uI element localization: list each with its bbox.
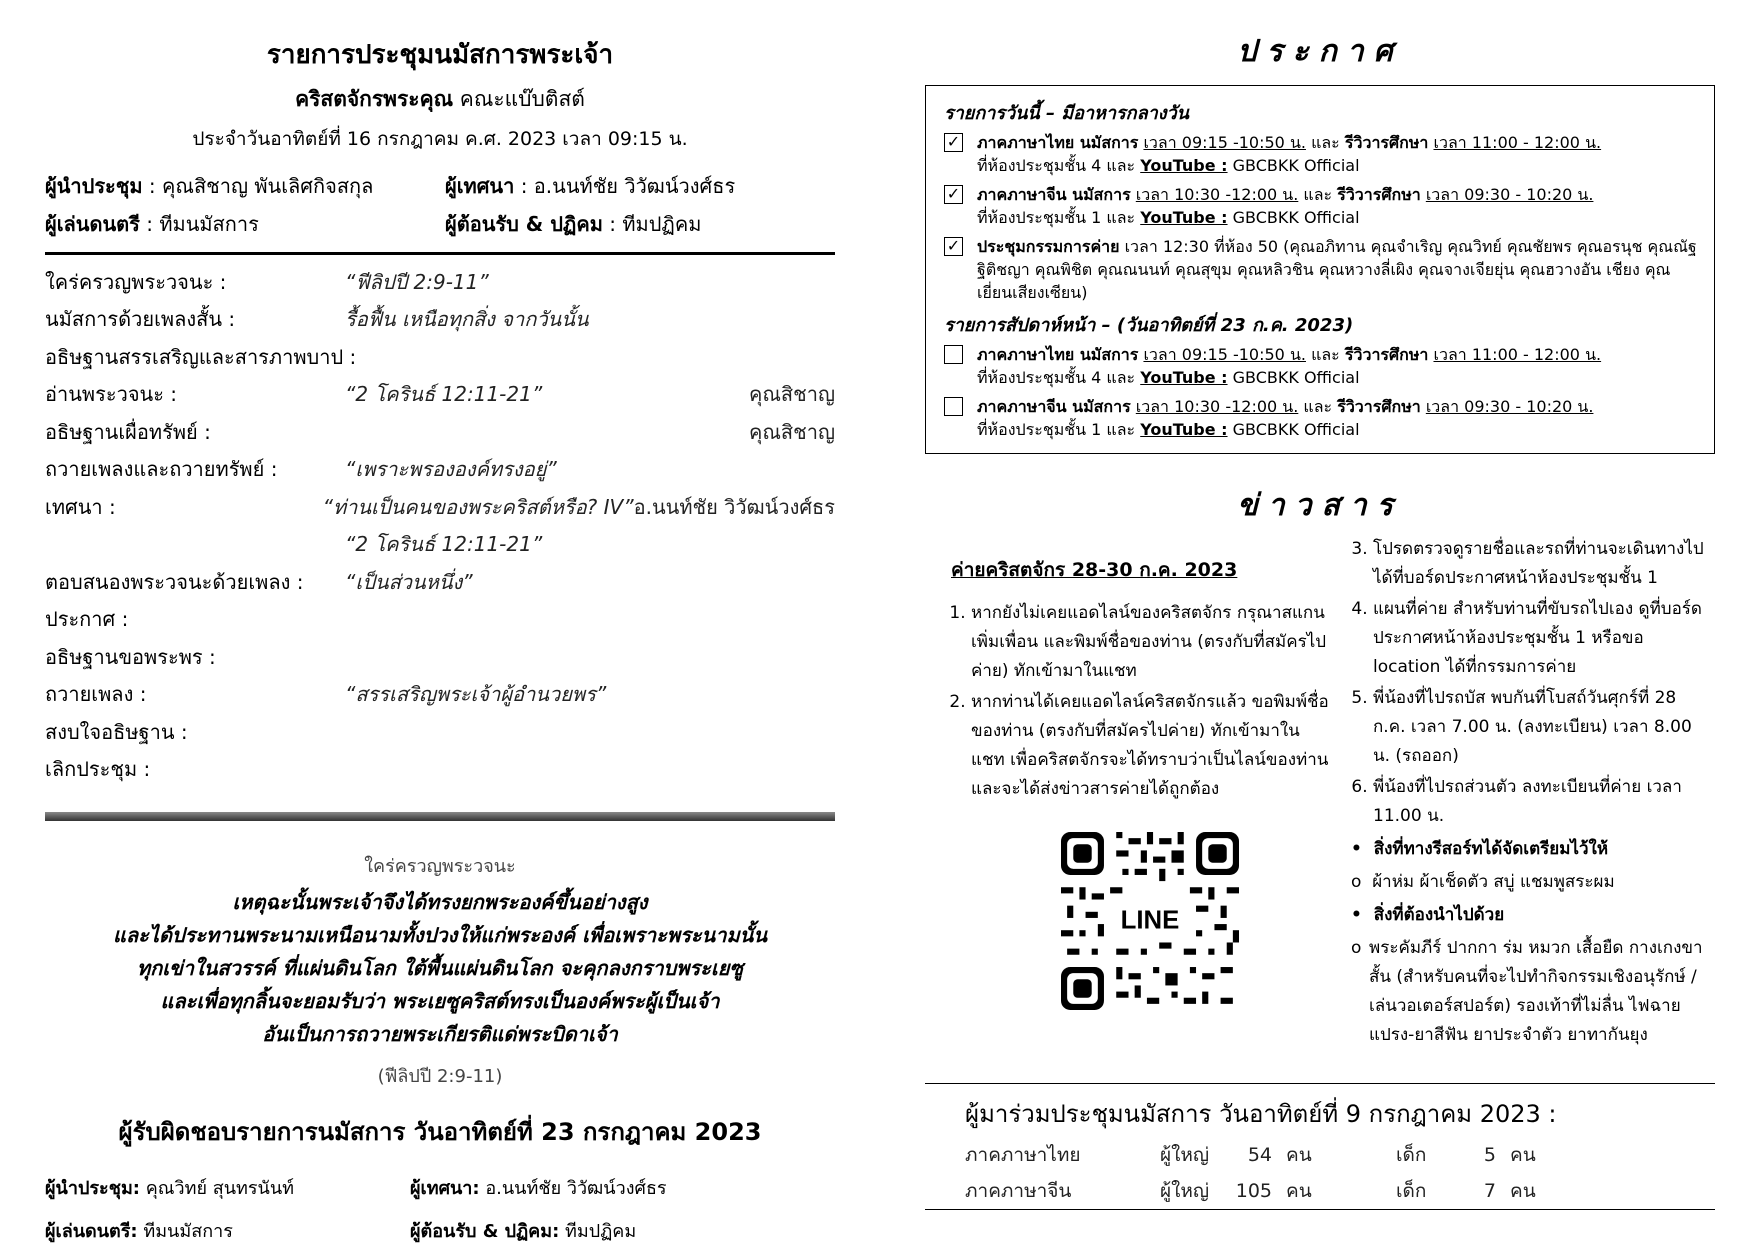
- role-value: อ.นนท์ชัย วิวัฒน์วงศ์ธร: [485, 1178, 667, 1199]
- next-week-title: ผู้รับผิดชอบรายการนมัสการ วันอาทิตย์ที่ 23 กรกฎาคม 2023: [118, 1118, 762, 1146]
- order-label: อ่านพระวจนะ :: [45, 382, 178, 407]
- class-time: เวลา 11:00 - 12:00 น.: [1433, 133, 1602, 152]
- role-label: ผู้เทศนา: [445, 174, 515, 198]
- list-item: 5. พี่น้องที่ไปรถบัส พบกันที่โบสถ์วันศุกร์ที่ 28 ก.ค. เวลา 7.00 น. (ลงทะเบียน) เวลา 8.00 น. (รถออก): [1373, 684, 1711, 771]
- role-value: : คุณสิชาญ พันเลิศกิจสกุล: [148, 174, 374, 198]
- order-row: [45, 301, 835, 339]
- role-value: ทีมปฏิคม: [565, 1221, 637, 1242]
- attendance-row: [925, 1173, 1715, 1209]
- youtube-link[interactable]: YouTube :: [1140, 420, 1228, 439]
- announcement-item: [944, 131, 1700, 177]
- order-detail: “สรรเสริญพระเจ้าผู้อำนวยพร”: [345, 682, 607, 707]
- verse-heading: ใคร่ครวญพระวจนะ: [364, 856, 516, 877]
- role-label: ผู้นำประชุม: [45, 174, 143, 198]
- order-row: [45, 676, 835, 714]
- bring-title-text: สิ่งที่ต้องนำไปด้วย: [1373, 905, 1505, 925]
- empty-checkbox-icon: [944, 397, 963, 416]
- service-time: เวลา 09:15 -10:50 น.: [1143, 345, 1306, 364]
- role-label: ผู้เทศนา:: [410, 1178, 480, 1199]
- order-row: [45, 751, 835, 789]
- verse-line: อันเป็นการถวายพระเกียรติแด่พระบิดาเจ้า: [262, 1022, 618, 1046]
- youtube-link[interactable]: YouTube :: [1140, 368, 1228, 387]
- unit: คน: [1286, 1144, 1312, 1166]
- right-page: [925, 28, 1715, 1050]
- conjunction: และ: [1303, 397, 1333, 416]
- verse-line: ทุกเข่าในสวรรค์ ที่แผ่นดินโลก ใต้พื้นแผ่นดินโลก จะคุกลงกราบพระเยซู: [136, 956, 744, 980]
- order-label: ถวายเพลง :: [45, 682, 147, 707]
- bring-items: o พระคัมภีร์ ปากกา ร่ม หมวก เสื้อยืด กางเกงขาสั้น (สำหรับคนที่จะไปทำกิจกรรมเชิงอนุรักษ์ / เล่นวอเตอร์สปอร์ต) รองเท้าที่ไม่ลื่น ไฟฉาย แปรง-ยาสีฟัน ยาประจำตัว ยาทากันยุง: [1351, 934, 1711, 1050]
- group-name: ภาคภาษาไทย: [965, 1144, 1081, 1166]
- order-person: คุณสิชาญ: [749, 419, 835, 444]
- role-label: ผู้นำประชุม:: [45, 1178, 141, 1199]
- role-label: ผู้ต้อนรับ & ปฏิคม: [445, 212, 603, 236]
- list-item: 2. หากท่านได้เคยแอดไลน์คริสตจักรแล้ว ขอพิมพ์ชื่อของท่าน (ตรงกับที่สมัครไปค่าย) ทักเข้ามาในแชท เพื่อคริสตจักรจะได้ทราบว่าเป็นไลน์ของท่าน และจะได้ส่งข่าวสารค่ายได้ถูกต้อง: [971, 688, 1331, 804]
- bring-text: พระคัมภีร์ ปากกา ร่ม หมวก เสื้อยืด กางเกงขาสั้น (สำหรับคนที่จะไปทำกิจกรรมเชิงอนุรักษ์ / เล่นวอเตอร์สปอร์ต) รองเท้าที่ไม่ลื่น ไฟฉาย แปรง-ยาสีฟัน ยาประจำตัว ยาทากันยุง: [1369, 938, 1703, 1045]
- prepared-text: ผ้าห่ม ผ้าเช็ดตัว สบู่ แชมพูสระผม: [1372, 872, 1615, 892]
- attendance-title: ผู้มาร่วมประชุมนมัสการ วันอาทิตย์ที่ 9 กรกฎาคม 2023 :: [965, 1100, 1557, 1128]
- left-page: [45, 28, 835, 1245]
- attendance-section: [925, 1083, 1715, 1210]
- empty-checkbox-icon: [944, 345, 963, 364]
- order-label: ใคร่ครวญพระวจนะ :: [45, 269, 227, 294]
- youtube-link[interactable]: YouTube :: [1140, 156, 1228, 175]
- camp-title: ค่ายคริสตจักร 28-30 ก.ค. 2023: [951, 559, 1238, 581]
- verse-block: [45, 851, 835, 1090]
- attendance-row: [925, 1137, 1715, 1173]
- adult-count: 105: [1235, 1180, 1272, 1202]
- announcement-item: [944, 183, 1700, 229]
- order-label: เลิกประชุม :: [45, 757, 151, 782]
- conjunction: และ: [1311, 345, 1340, 364]
- order-row: [45, 376, 835, 414]
- adult-label: ผู้ใหญ่: [1160, 1144, 1210, 1166]
- unit: คน: [1286, 1180, 1312, 1202]
- location: ที่ห้องประชุมชั้น 4 และ: [977, 368, 1136, 387]
- church-name-bold: คริสตจักรพระคุณ: [295, 87, 454, 111]
- child-label: เด็ก: [1396, 1180, 1427, 1202]
- unit: คน: [1510, 1180, 1536, 1202]
- conjunction: และ: [1311, 133, 1340, 152]
- service-name: ภาคภาษาจีน นมัสการ: [977, 397, 1131, 416]
- role-value: คุณวิทย์ สุนทรนันท์: [145, 1178, 295, 1199]
- order-row: [45, 638, 835, 676]
- youtube-link[interactable]: YouTube :: [1140, 208, 1228, 227]
- role-label: ผู้ต้อนรับ & ปฏิคม:: [410, 1221, 560, 1242]
- role-leader: [45, 170, 445, 202]
- divider: [925, 1209, 1715, 1210]
- order-row: [45, 451, 835, 489]
- order-label: อธิษฐานเผื่อทรัพย์ :: [45, 419, 211, 444]
- order-label: สงบใจอธิษฐาน :: [45, 719, 188, 744]
- bring-title: • สิ่งที่ต้องนำไปด้วย: [1351, 905, 1505, 925]
- committee-title: ประชุมกรรมการค่าย: [977, 237, 1120, 256]
- order-row: [45, 263, 835, 301]
- order-detail: “ท่านเป็นคนของพระคริสต์หรือ? IV”: [322, 494, 634, 519]
- role-label: ผู้เล่นดนตรี: [45, 212, 140, 236]
- service-name: ภาคภาษาไทย นมัสการ: [977, 133, 1139, 152]
- verse-line: เหตุฉะนั้นพระเจ้าจึงได้ทรงยกพระองค์ขึ้นอย่างสูง: [232, 890, 648, 914]
- announcement-item: [944, 235, 1700, 304]
- next-week-roles: [45, 1173, 835, 1245]
- service-date: ประจำวันอาทิตย์ที่ 16 กรกฎาคม ค.ศ. 2023 เวลา 09:15 น.: [192, 128, 688, 150]
- child-count: 7: [1483, 1180, 1496, 1202]
- news-right: [1331, 535, 1711, 1050]
- location: ที่ห้องประชุมชั้น 4 และ: [977, 156, 1136, 175]
- class-time: เวลา 11:00 - 12:00 น.: [1433, 345, 1602, 364]
- today-section-title: รายการวันนี้ – มีอาหารกลางวัน: [944, 103, 1189, 124]
- announcement-item: [944, 395, 1700, 441]
- class-name: รีวิวารศึกษา: [1337, 185, 1421, 204]
- order-row: [45, 413, 835, 451]
- list-item: 1. หากยังไม่เคยแอดไลน์ของคริสตจักร กรุณาสแกนเพิ่มเพื่อน และพิมพ์ชื่อของท่าน (ตรงกับที่สมัครไปค่าย) ทักเข้ามาในแชท: [971, 599, 1331, 686]
- service-time: เวลา 09:15 -10:50 น.: [1143, 133, 1306, 152]
- order-label: เทศนา :: [45, 494, 116, 519]
- role-label: ผู้เล่นดนตรี:: [45, 1221, 138, 1242]
- conjunction: และ: [1303, 185, 1333, 204]
- list-item: 3. โปรดตรวจดูรายชื่อและรถที่ท่านจะเดินทางไปได้ที่บอร์ดประกาศหน้าห้องประชุมชั้น 1: [1373, 535, 1711, 593]
- order-row: [45, 526, 835, 564]
- checked-checkbox-icon: ✓: [944, 237, 963, 256]
- class-time: เวลา 09:30 - 10:20 น.: [1425, 397, 1594, 416]
- next-preacher: [410, 1173, 835, 1202]
- channel-name: GBCBKK Official: [1232, 420, 1360, 439]
- role-value: : ทีมปฏิคม: [609, 212, 702, 236]
- prepared-title: • สิ่งที่ทางรีสอร์ทได้จัดเตรียมไว้ให้: [1351, 839, 1609, 859]
- order-row: [45, 338, 835, 376]
- church-denomination: คณะแบ๊บติสต์: [459, 87, 585, 111]
- service-name: ภาคภาษาจีน นมัสการ: [977, 185, 1131, 204]
- order-row: [45, 563, 835, 601]
- news-heading: ข่าวสาร: [1237, 488, 1403, 523]
- order-label: อธิษฐานสรรเสริญและสารภาพบาป :: [45, 344, 357, 369]
- role-value: ทีมนมัสการ: [143, 1221, 233, 1242]
- class-name: รีวิวารศึกษา: [1344, 133, 1429, 152]
- committee-details: เวลา 12:30 ที่ห้อง 50 (คุณอภิทาน คุณจำเริญ คุณวิทย์ คุณชัยพร คุณอรนุช คุณณัฐฐิติชญา คุณพิชิต คุณณนนท์ คุณสุขุม คุณหลิวชิน คุณหวางลี่เผิง คุณจางเจียยุ่น คุณฮวางอัน เชียง คุณเยี่ยนเสียงเซียน): [977, 237, 1697, 302]
- thick-divider: [45, 812, 835, 821]
- verse-line: และเพื่อทุกลิ้นจะยอมรับว่า พระเยซูคริสต์ทรงเป็นองค์พระผู้เป็นเจ้า: [160, 989, 720, 1013]
- role-usher: [445, 208, 835, 240]
- order-label: ถวายเพลงและถวายทรัพย์ :: [45, 457, 278, 482]
- order-detail: “ฟีลิปปี 2:9-11”: [345, 269, 489, 294]
- checked-checkbox-icon: ✓: [944, 133, 963, 152]
- list-item: 4. แผนที่ค่าย สำหรับท่านที่ขับรถไปเอง ดูที่บอร์ดประกาศหน้าห้องประชุมชั้น 1 หรือขอ location ได้ที่กรรมการค่าย: [1373, 595, 1711, 682]
- order-detail: “2 โครินธ์ 12:11-21”: [345, 382, 543, 407]
- role-preacher: [445, 170, 835, 202]
- church-name: [45, 83, 835, 116]
- group-name: ภาคภาษาจีน: [965, 1180, 1072, 1202]
- news-columns: [925, 535, 1715, 1050]
- announcements-heading: ประกาศ: [1237, 34, 1403, 69]
- service-time: เวลา 10:30 -12:00 น.: [1135, 397, 1299, 416]
- class-name: รีวิวารศึกษา: [1337, 397, 1421, 416]
- order-detail: “2 โครินธ์ 12:11-21”: [345, 532, 543, 557]
- divider: [925, 1083, 1715, 1084]
- adult-count: 54: [1247, 1144, 1272, 1166]
- order-person: อ.นนท์ชัย วิวัฒน์วงศ์ธร: [633, 494, 835, 519]
- next-section-title: รายการสัปดาห์หน้า – (วันอาทิตย์ที่ 23 ก.ค. 2023): [944, 315, 1354, 336]
- child-count: 5: [1483, 1144, 1496, 1166]
- announcements-box: [925, 85, 1715, 454]
- verse-line: และได้ประทานพระนามเหนือนามทั้งปวงให้แก่พระองค์ เพื่อเพราะพระนามนั้น: [113, 923, 767, 947]
- location: ที่ห้องประชุมชั้น 1 และ: [977, 420, 1136, 439]
- channel-name: GBCBKK Official: [1232, 368, 1360, 387]
- verse-reference: (ฟีลิปปี 2:9-11): [377, 1066, 503, 1087]
- unit: คน: [1510, 1144, 1536, 1166]
- order-detail: “เป็นส่วนหนึ่ง”: [345, 569, 473, 594]
- order-detail: “เพราะพรององค์ทรงอยู่”: [345, 457, 557, 482]
- checked-checkbox-icon: ✓: [944, 185, 963, 204]
- line-qr-code[interactable]: [1061, 832, 1239, 1010]
- role-value: : อ.นนท์ชัย วิวัฒน์วงศ์ธร: [520, 174, 736, 198]
- order-label: อธิษฐานขอพระพร :: [45, 644, 216, 669]
- service-name: ภาคภาษาไทย นมัสการ: [977, 345, 1139, 364]
- divider: [45, 252, 835, 255]
- announcement-item: [944, 343, 1700, 389]
- news-left: [925, 535, 1331, 1050]
- order-row: [45, 713, 835, 751]
- order-of-service: [45, 263, 835, 788]
- roles-grid: [45, 170, 835, 240]
- channel-name: GBCBKK Official: [1232, 208, 1360, 227]
- adult-label: ผู้ใหญ่: [1160, 1180, 1210, 1202]
- order-label: ประกาศ :: [45, 607, 129, 632]
- role-music: [45, 208, 445, 240]
- prepared-items: o ผ้าห่ม ผ้าเช็ดตัว สบู่ แชมพูสระผม: [1351, 872, 1615, 892]
- child-label: เด็ก: [1396, 1144, 1427, 1166]
- channel-name: GBCBKK Official: [1232, 156, 1360, 175]
- next-leader: [45, 1173, 410, 1202]
- order-label: ตอบสนองพระวจนะด้วยเพลง :: [45, 569, 304, 594]
- service-time: เวลา 10:30 -12:00 น.: [1135, 185, 1299, 204]
- order-row: [45, 601, 835, 639]
- order-row: [45, 488, 835, 526]
- role-value: : ทีมนมัสการ: [146, 212, 259, 236]
- class-time: เวลา 09:30 - 10:20 น.: [1425, 185, 1594, 204]
- page-title: รายการประชุมนมัสการพระเจ้า: [266, 40, 614, 70]
- order-label: นมัสการด้วยเพลงสั้น :: [45, 307, 236, 332]
- order-detail: รื้อฟื้น เหนือทุกสิ่ง จากวันนั้น: [345, 307, 589, 332]
- location: ที่ห้องประชุมชั้น 1 และ: [977, 208, 1136, 227]
- qr-label: LINE: [1120, 906, 1180, 935]
- list-item: 6. พี่น้องที่ไปรถส่วนตัว ลงทะเบียนที่ค่าย เวลา 11.00 น.: [1373, 773, 1711, 831]
- order-person: คุณสิชาญ: [749, 382, 835, 407]
- prepared-title-text: สิ่งที่ทางรีสอร์ทได้จัดเตรียมไว้ให้: [1373, 839, 1609, 859]
- class-name: รีวิวารศึกษา: [1344, 345, 1429, 364]
